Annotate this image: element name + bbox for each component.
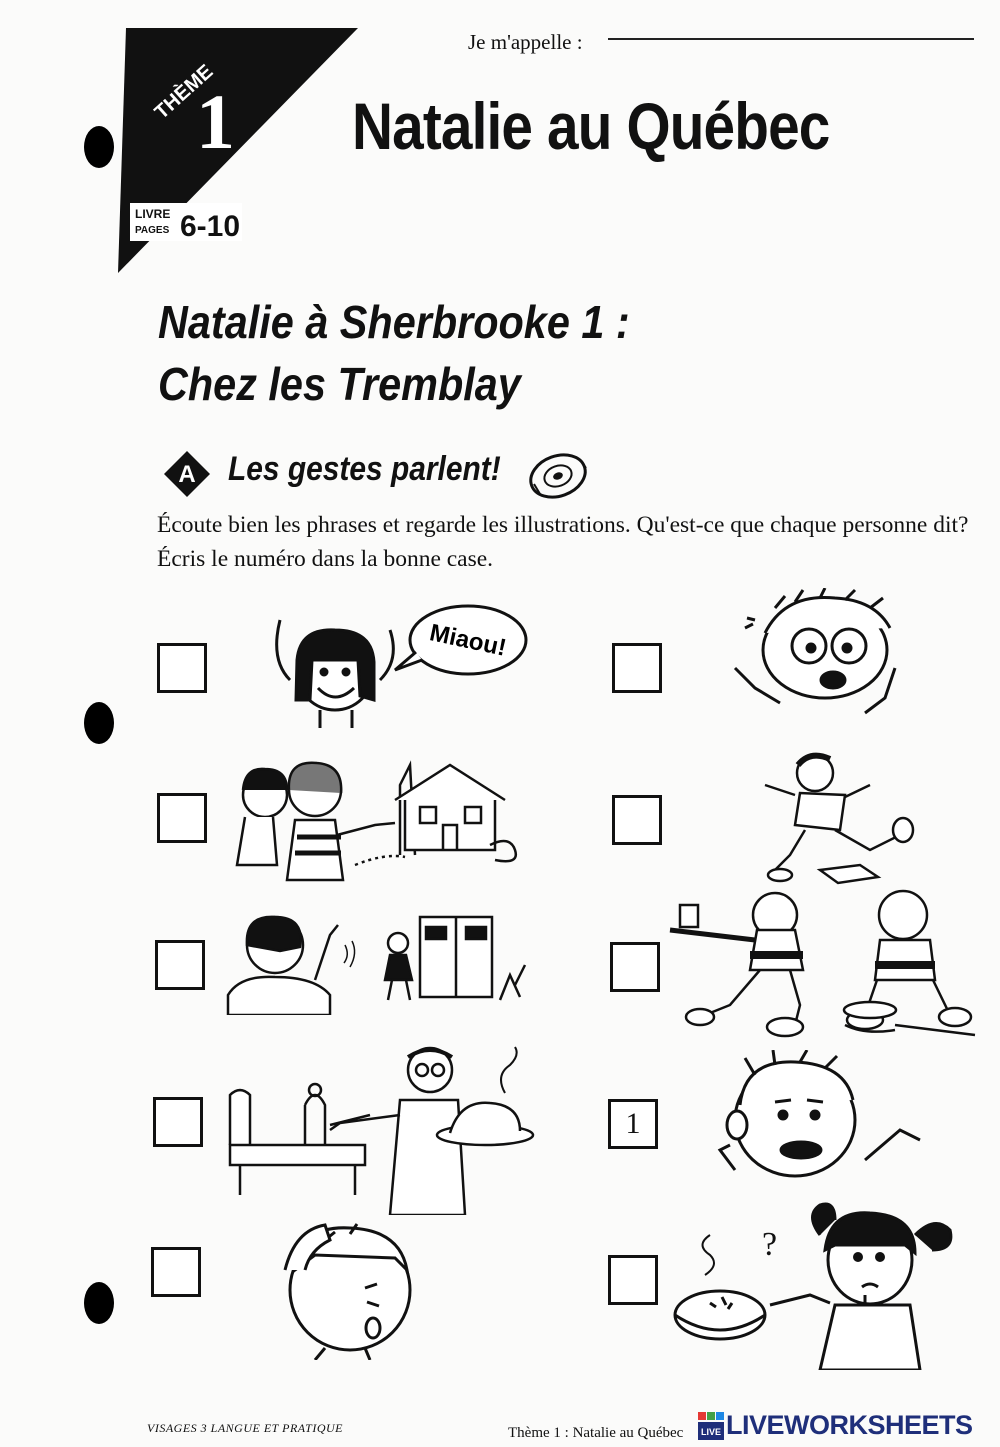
pages-label: PAGES [135,225,170,236]
answer-box-right-1[interactable] [612,643,662,693]
punch-hole [84,1282,114,1324]
theme-label: THÈME [150,60,218,124]
lesson-subtitle-line1: Natalie à Sherbrooke 1 : [158,296,630,348]
name-label: Je m'appelle : [468,30,583,54]
punch-hole [84,126,114,168]
illustration-dinner-turkey [220,1045,560,1215]
section-letter: A [178,461,196,488]
instructions: Écoute bien les phrases et regarde les illustrations. Qu'est-ce que chaque personne dit? Écris le numéro dans la bonne case. [157,512,969,572]
answer-box-right-5[interactable] [608,1255,658,1305]
watermark-text: LIVEWORKSHEETS [726,1410,973,1440]
illustration-tray-accident [665,885,985,1050]
illustration-kids-and-house [225,745,525,890]
answer-box-left-1[interactable] [157,643,207,693]
answer-box-right-4[interactable]: 1 [608,1099,658,1149]
illustration-girl-meowing [240,600,530,730]
answer-box-left-2[interactable] [157,793,207,843]
lesson-subtitle-line2: Chez les Tremblay [158,358,521,410]
section-badge [163,450,211,498]
svg-text:?: ? [762,1226,778,1263]
logo-text: LIVE [700,1426,722,1437]
theme-banner [118,28,358,273]
name-input-line[interactable] [608,38,974,40]
answer-box-right-2[interactable] [612,795,662,845]
book-pages: 6-10 [180,210,241,243]
liveworksheets-logo-icon [698,1412,724,1440]
illustration-surprised-boy [725,588,915,728]
answer-box-right-3[interactable] [610,942,660,992]
page-title: Natalie au Québec [352,89,830,163]
theme-number: 1 [196,78,235,165]
section-title: Les gestes parlent! [228,450,501,488]
cd-audio-icon [522,450,592,502]
liveworksheets-watermark[interactable] [698,1410,973,1441]
answer-box-left-5[interactable] [151,1247,201,1297]
punch-hole [84,702,114,744]
book-label: LIVRE [135,207,171,221]
speech-bubble-text: Miaou! [427,619,509,662]
illustration-puzzled-boy [715,1050,935,1200]
illustration-boy-waving [220,905,540,1015]
footer-theme: Thème 1 : Natalie au Québec [508,1425,684,1441]
footer-book-title: VISAGES 3 LANGUE ET PRATIQUE [147,1421,343,1435]
illustration-girl-thinking-pie [670,1195,970,1370]
answer-box-left-4[interactable] [153,1097,203,1147]
illustration-kid-scratching-head [255,1210,425,1360]
illustration-kid-tripping [760,745,920,890]
answer-box-left-3[interactable] [155,940,205,990]
